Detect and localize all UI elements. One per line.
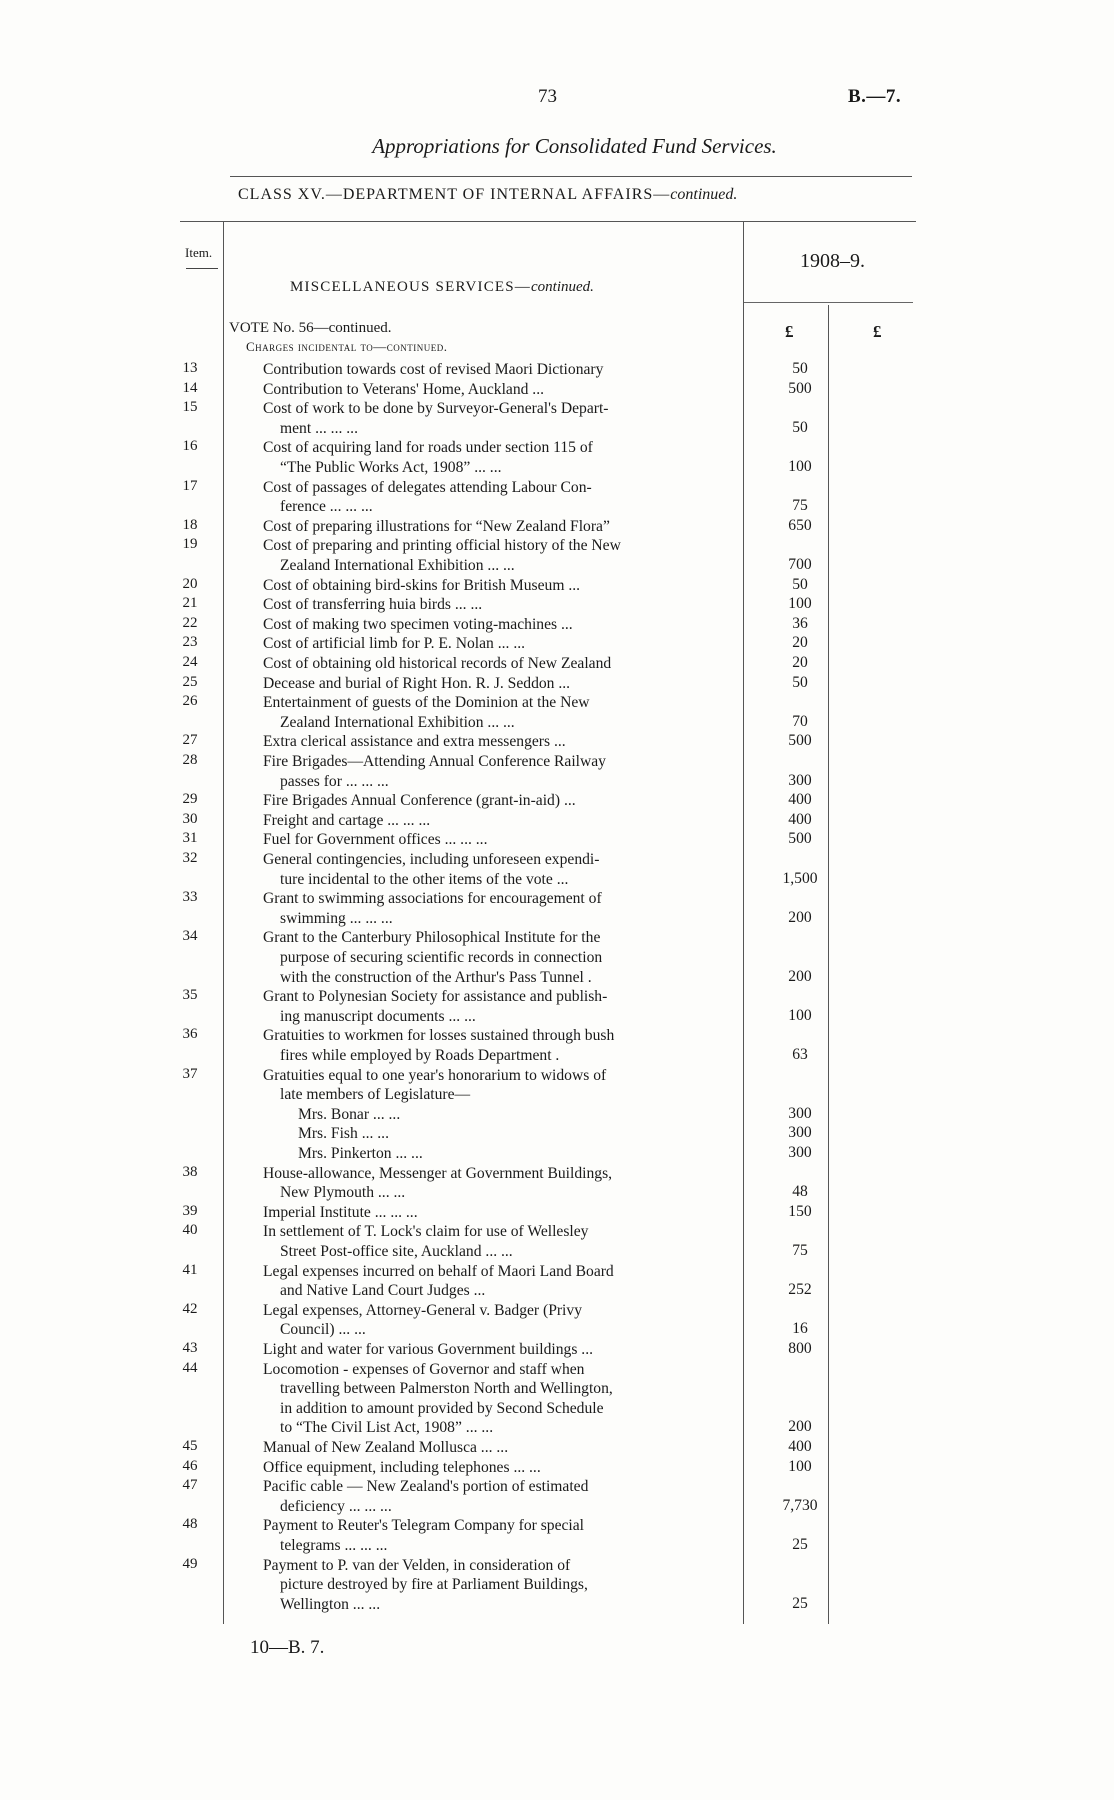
item-amount: 200: [788, 1418, 812, 1436]
item-description-line: “The Public Works Act, 1908” ... ...: [280, 459, 502, 476]
item-number: 24: [182, 654, 198, 670]
item-amount: 100: [788, 458, 812, 475]
item-description-line: Grant to the Canterbury Philosophical Institute for the: [263, 929, 601, 947]
item-description-line: Cost of making two specimen voting-machines ...: [263, 615, 573, 633]
item-description-line: New Plymouth ... ...: [280, 1184, 406, 1202]
item-number: 38: [182, 1163, 198, 1180]
item-amount: 400: [788, 1438, 812, 1455]
item-amount: 36: [792, 614, 808, 632]
item-description-line: Extra clerical assistance and extra messengers ...: [263, 733, 566, 751]
item-amount: 200: [788, 967, 812, 985]
item-number: 33: [182, 889, 198, 906]
item-number: 26: [182, 693, 198, 710]
item-description-line: Wellington ... ...: [280, 1595, 381, 1613]
item-description-line: ture incidental to the other items of the vote ...: [280, 870, 569, 888]
item-description-line: Fuel for Government offices ... ... ...: [263, 831, 488, 849]
item-description-line: Freight and cartage ... ... ...: [263, 811, 431, 829]
item-amount: 63: [792, 1046, 808, 1063]
item-number: 19: [182, 536, 198, 553]
item-number: 39: [182, 1202, 198, 1219]
item-amount: 16: [792, 1320, 808, 1338]
item-amount: 500: [788, 379, 812, 397]
item-description-line: ference ... ... ...: [280, 498, 373, 516]
item-description-line: Cost of transferring huia birds ... ...: [263, 596, 483, 614]
item-description-line: Grant to swimming associations for encouragement of: [263, 890, 602, 908]
item-description-line: Cost of obtaining bird-skins for British Museum ...: [263, 576, 581, 594]
item-number: 41: [182, 1261, 198, 1278]
item-number: 28: [182, 752, 198, 768]
item-amount: 500: [788, 830, 812, 848]
item-amount: 50: [792, 360, 808, 377]
item-number: 49: [182, 1555, 198, 1572]
item-description-line: Contribution to Veterans' Home, Auckland ...: [263, 380, 545, 398]
item-amount: 7,730: [782, 1496, 818, 1514]
item-number: 20: [182, 575, 198, 592]
item-number: 40: [182, 1222, 198, 1239]
item-description-line: telegrams ... ... ...: [280, 1537, 388, 1554]
document-ref: B.—7.: [848, 86, 902, 107]
item-description-line: Cost of artificial limb for P. E. Nolan ... ...: [263, 635, 526, 653]
item-amount: 150: [788, 1202, 812, 1220]
item-description-line: in addition to amount provided by Second Schedule: [280, 1399, 604, 1417]
item-number: 16: [182, 438, 198, 455]
section-heading-text: MISCELLANEOUS SERVICES—: [290, 279, 531, 295]
item-description-line: passes for ... ... ...: [280, 772, 389, 790]
item-description-line: Mrs. Bonar ... ...: [298, 1105, 401, 1123]
item-number: 36: [182, 1026, 198, 1043]
page-number: 73: [538, 86, 557, 107]
item-amount: 100: [788, 595, 812, 613]
pound-symbol-1: £: [785, 322, 794, 341]
item-description-line: ment ... ... ...: [280, 419, 358, 437]
item-description-line: Cost of preparing illustrations for “New Zealand Flora”: [263, 517, 610, 535]
year-header: 1908–9.: [800, 250, 865, 272]
item-amount: 400: [788, 791, 812, 809]
item-description-line: Light and water for various Government buildings ...: [263, 1341, 593, 1358]
item-number: 44: [182, 1359, 198, 1376]
item-amount: 300: [788, 771, 812, 789]
item-description-line: Entertainment of guests of the Dominion at the New: [263, 694, 590, 712]
item-description-line: Office equipment, including telephones ... ...: [263, 1458, 541, 1476]
item-description-line: Mrs. Fish ... ...: [298, 1125, 389, 1143]
item-number: 32: [182, 850, 198, 866]
item-number: 29: [182, 791, 198, 808]
item-number: 27: [182, 732, 198, 749]
item-description-line: Fire Brigades—Attending Annual Conference Railway: [263, 753, 606, 770]
item-description-line: swimming ... ... ...: [280, 909, 393, 927]
item-amount: 800: [788, 1340, 812, 1357]
item-number: 25: [182, 673, 198, 690]
footer-signature: 10—B. 7.: [250, 1637, 325, 1658]
item-amount: 20: [792, 634, 808, 652]
page-title: Appropriations for Consolidated Fund Services.: [372, 134, 777, 158]
item-amount: 500: [788, 732, 812, 750]
item-amount: 300: [788, 1124, 812, 1142]
item-number: 48: [182, 1516, 198, 1533]
item-number: 37: [182, 1065, 198, 1082]
item-amount: 25: [792, 1594, 808, 1612]
item-amount: 700: [788, 556, 812, 573]
item-description-line: purpose of securing scientific records in connection: [280, 949, 603, 966]
item-number: 45: [182, 1438, 198, 1454]
item-description-line: Cost of preparing and printing official history of the New: [263, 537, 621, 555]
item-description-line: and Native Land Court Judges ...: [280, 1282, 486, 1300]
class-heading-text: CLASS XV.—DEPARTMENT OF INTERNAL AFFAIRS—: [238, 186, 671, 203]
item-description-line: deficiency ... ... ...: [280, 1497, 392, 1515]
item-number: 15: [182, 399, 198, 416]
item-column-header: Item.: [185, 245, 213, 260]
item-description-line: ing manuscript documents ... ...: [280, 1007, 476, 1025]
item-number: 35: [182, 987, 198, 1004]
item-amount: 50: [792, 575, 808, 593]
item-number: 17: [182, 477, 198, 494]
item-number: 46: [182, 1457, 198, 1474]
item-description-line: Decease and burial of Right Hon. R. J. Seddon ...: [263, 674, 571, 692]
item-description-line: picture destroyed by fire at Parliament Buildings,: [280, 1576, 588, 1594]
item-description-line: Legal expenses, Attorney-General v. Badger (Privy: [263, 1301, 582, 1319]
item-description-line: Fire Brigades Annual Conference (grant-in-aid) ...: [263, 792, 576, 810]
item-description-line: fires while employed by Roads Department .: [280, 1047, 560, 1064]
item-number: 34: [182, 928, 198, 945]
charges-heading: Charges incidental to—continued.: [246, 339, 448, 354]
item-number: 22: [182, 614, 198, 631]
vote-heading: VOTE No. 56—continued.: [229, 320, 392, 336]
item-description-line: Pacific cable — New Zealand's portion of estimated: [263, 1478, 589, 1496]
item-description-line: Payment to Reuter's Telegram Company for special: [263, 1517, 585, 1535]
item-description-line: Zealand International Exhibition ... ...: [280, 713, 515, 731]
item-amount: 75: [792, 1242, 808, 1259]
item-number: 43: [182, 1340, 198, 1356]
pound-symbol-2: £: [873, 322, 882, 341]
item-description-line: Cost of obtaining old historical records of New Zealand: [263, 655, 612, 672]
item-description-line: Manual of New Zealand Mollusca ... ...: [263, 1439, 509, 1456]
item-description-line: Street Post-office site, Auckland ... ...: [280, 1243, 513, 1260]
item-description-line: Cost of passages of delegates attending Labour Con-: [263, 478, 592, 496]
item-number: 13: [182, 360, 198, 376]
item-description-line: Locomotion - expenses of Governor and staff when: [263, 1360, 585, 1378]
item-description-line: House-allowance, Messenger at Government Buildings,: [263, 1164, 613, 1182]
item-description-line: Mrs. Pinkerton ... ...: [298, 1145, 423, 1162]
item-amount: 1,500: [782, 869, 818, 887]
item-number: 21: [182, 595, 198, 612]
item-description-line: Gratuities to workmen for losses sustained through bush: [263, 1027, 615, 1045]
item-amount: 100: [788, 1457, 812, 1475]
item-number: 42: [182, 1300, 198, 1317]
item-description-line: Gratuities equal to one year's honorarium to widows of: [263, 1066, 607, 1084]
item-number: 30: [182, 810, 198, 827]
item-amount: 20: [792, 654, 808, 671]
item-number: 47: [182, 1477, 198, 1494]
item-description-line: to “The Civil List Act, 1908” ... ...: [280, 1419, 494, 1437]
item-description-line: Legal expenses incurred on behalf of Maori Land Board: [263, 1262, 614, 1280]
item-amount: 300: [788, 1104, 812, 1122]
item-description-line: with the construction of the Arthur's Pass Tunnel .: [280, 968, 592, 986]
item-description-line: Grant to Polynesian Society for assistance and publish-: [263, 988, 608, 1006]
item-amount: 300: [788, 1144, 812, 1161]
item-amount: 50: [792, 673, 808, 691]
item-description-line: Zealand International Exhibition ... ...: [280, 557, 515, 574]
class-heading-cont: continued.: [670, 186, 738, 203]
item-amount: 100: [788, 1006, 812, 1024]
item-amount: 70: [792, 712, 808, 730]
item-amount: 252: [788, 1281, 812, 1299]
item-description-line: Council) ... ...: [280, 1321, 366, 1339]
item-description-line: Cost of work to be done by Surveyor-General's Depart-: [263, 400, 609, 418]
item-number: 18: [182, 516, 198, 533]
item-description-line: Payment to P. van der Velden, in consideration of: [263, 1556, 571, 1574]
item-amount: 75: [792, 497, 808, 515]
item-description-line: General contingencies, including unforeseen expendi-: [263, 851, 600, 868]
item-description-line: In settlement of T. Lock's claim for use of Wellesley: [263, 1223, 589, 1241]
item-amount: 25: [792, 1536, 808, 1553]
item-number: 14: [182, 379, 198, 396]
item-description-line: Imperial Institute ... ... ...: [263, 1203, 418, 1221]
item-amount: 200: [788, 908, 812, 926]
item-amount: 50: [792, 418, 808, 436]
item-amount: 400: [788, 810, 812, 828]
item-number: 23: [182, 634, 198, 651]
item-number: 31: [182, 830, 198, 847]
item-description-line: late members of Legislature—: [280, 1086, 471, 1104]
section-heading-cont: continued.: [531, 279, 594, 295]
item-description-line: Cost of acquiring land for roads under section 115 of: [263, 439, 593, 457]
item-amount: 48: [792, 1183, 808, 1201]
item-description-line: travelling between Palmerston North and Wellington,: [280, 1380, 613, 1398]
item-amount: 650: [788, 516, 812, 534]
item-description-line: Contribution towards cost of revised Maori Dictionary: [263, 361, 604, 378]
